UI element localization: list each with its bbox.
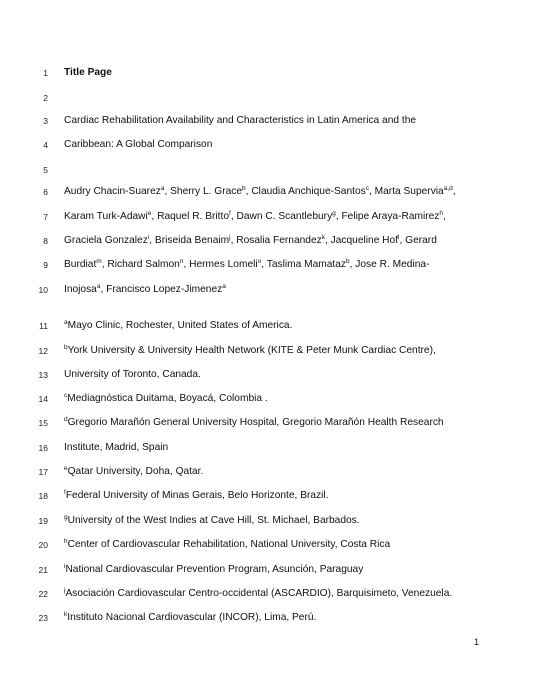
line-text: Graciela Gonzalez: [64, 235, 148, 246]
line-number: 3: [43, 116, 48, 126]
line-text: , Sherry L. Grace: [164, 186, 243, 197]
affiliation-marker: f: [64, 489, 66, 496]
line-number: 8: [43, 236, 48, 246]
manuscript-line: [64, 489, 505, 502]
affiliation-marker: c: [365, 185, 369, 192]
affiliation-marker: b: [64, 344, 68, 351]
line-text: Qatar University, Doha, Qatar.: [67, 466, 204, 477]
line-number: 18: [38, 491, 48, 501]
affiliation-marker: n: [179, 258, 184, 265]
affiliation-marker: g: [332, 210, 336, 217]
line-text: , Claudia Anchique-Santos: [245, 186, 366, 197]
manuscript-line: [64, 210, 505, 223]
line-text: Mayo Clinic, Rochester, United States of America.: [67, 320, 293, 331]
line-number: 22: [38, 589, 48, 599]
affiliation-marker: a,d: [443, 185, 453, 192]
line-text: Gregorio Marañón General University Hospital, Gregorio Marañón Health Research: [67, 417, 444, 428]
line-number: 2: [43, 93, 48, 103]
affiliation-marker: i: [147, 234, 150, 241]
line-number: 20: [38, 540, 48, 550]
line-text: , Marta Supervia: [368, 186, 444, 197]
line-text: Burdiat: [64, 259, 97, 270]
manuscript-line: [64, 185, 505, 198]
line-text: National Cardiovascular Prevention Program, Asunción, Paraguay: [65, 564, 364, 575]
line-text: , Taslima Mamataz: [261, 259, 346, 270]
line-number: 21: [38, 565, 48, 575]
line-text: ,: [443, 211, 446, 222]
line-number: 17: [38, 467, 48, 477]
line-number: 15: [38, 418, 48, 428]
manuscript-line: Caribbean: A Global Comparison: [64, 139, 213, 150]
manuscript-line: [64, 563, 505, 576]
affiliation-marker: b: [346, 258, 350, 265]
line-text: , Felipe Araya-Ramirez: [335, 211, 440, 222]
affiliation-marker: j: [64, 587, 66, 594]
line-number: 10: [38, 285, 48, 295]
line-number: 19: [38, 516, 48, 526]
line-text: , Dawn C. Scantlebury: [230, 211, 333, 222]
affiliation-marker: e: [147, 210, 152, 217]
affiliation-marker: d: [64, 416, 68, 423]
affiliation-marker: j: [229, 234, 231, 241]
line-text: , Hermes Lomeli: [183, 259, 258, 270]
line-text: Instituto Nacional Cardiovascular (INCOR), Lima, Perú.: [67, 612, 317, 623]
manuscript-line: Institute, Madrid, Spain: [64, 442, 169, 453]
manuscript-line: [64, 416, 505, 429]
affiliation-marker: i: [64, 563, 66, 570]
affiliation-marker: a: [96, 283, 101, 290]
line-text: York University & University Health Network (KITE & Peter Munk Cardiac Centre),: [67, 345, 436, 356]
line-text: , Raquel R. Britto: [151, 211, 229, 222]
line-number: 9: [43, 260, 48, 270]
line-text: Inojosa: [64, 284, 97, 295]
title-page-heading: Title Page: [64, 67, 112, 78]
line-number: 5: [43, 165, 48, 175]
manuscript-line: [64, 258, 505, 271]
affiliation-marker: c: [64, 392, 68, 399]
affiliation-marker: m: [96, 258, 102, 265]
line-number: 6: [43, 187, 48, 197]
page-number: 1: [473, 637, 479, 647]
affiliation-marker: h: [64, 538, 68, 545]
affiliation-marker: b: [242, 185, 246, 192]
line-text: Audry Chacin-Suarez: [64, 186, 161, 197]
line-number: 13: [38, 370, 48, 380]
affiliation-marker: a: [160, 185, 165, 192]
line-number: 7: [43, 212, 48, 222]
line-text: , Gerard: [399, 235, 437, 246]
line-number: 11: [39, 321, 48, 331]
affiliation-marker: a: [222, 283, 226, 290]
line-number: 14: [38, 394, 48, 404]
manuscript-line: [64, 514, 505, 527]
line-number: 12: [38, 346, 48, 356]
manuscript-line: [64, 587, 505, 600]
affiliation-marker: o: [257, 258, 262, 265]
line-text: , Jacqueline Hof: [324, 235, 399, 246]
line-number: 23: [38, 613, 48, 623]
affiliation-marker: k: [64, 611, 68, 618]
manuscript-line: Cardiac Rehabilitation Availability and Characteristics in Latin America and the: [64, 115, 417, 126]
line-text: , Briseida Benaim: [149, 235, 230, 246]
manuscript-line: [64, 344, 505, 357]
line-number: 16: [38, 443, 48, 453]
line-text: ,: [452, 186, 456, 197]
line-text: Center of Cardiovascular Rehabilitation, National University, Costa Rica: [67, 539, 391, 550]
line-text: Asociación Cardiovascular Centro-occidental (ASCARDIO), Barquisimeto, Venezuela.: [65, 588, 453, 599]
manuscript-line: University of Toronto, Canada.: [64, 369, 201, 380]
affiliation-marker: l: [398, 234, 400, 241]
line-number: 4: [43, 140, 48, 150]
affiliation-marker: h: [439, 210, 444, 217]
line-text: Mediagnóstica Duitama, Boyacá, Colombia .: [67, 393, 268, 404]
line-text: University of the West Indies at Cave Hill, St. Michael, Barbados.: [67, 515, 360, 526]
manuscript-line: [64, 392, 505, 405]
manuscript-line: [64, 319, 505, 332]
manuscript-line: [64, 283, 505, 296]
affiliation-marker: g: [64, 514, 68, 521]
line-number: 1: [43, 68, 48, 78]
affiliation-marker: e: [64, 465, 68, 472]
affiliation-marker: k: [321, 234, 325, 241]
line-text: , Richard Salmon: [101, 259, 180, 270]
manuscript-line: [64, 234, 505, 247]
line-text: Federal University of Minas Gerais, Belo Horizonte, Brazil.: [65, 490, 329, 501]
line-text: , Jose R. Medina-: [349, 259, 430, 270]
affiliation-marker: f: [229, 210, 231, 217]
manuscript-line: [64, 611, 505, 624]
line-text: , Rosalia Fernandez: [230, 235, 322, 246]
line-text: , Francisco Lopez-Jimenez: [100, 284, 223, 295]
manuscript-line: [64, 465, 505, 478]
manuscript-line: [64, 538, 505, 551]
line-text: Karam Turk-Adawi: [64, 211, 148, 222]
affiliation-marker: a: [64, 319, 68, 326]
